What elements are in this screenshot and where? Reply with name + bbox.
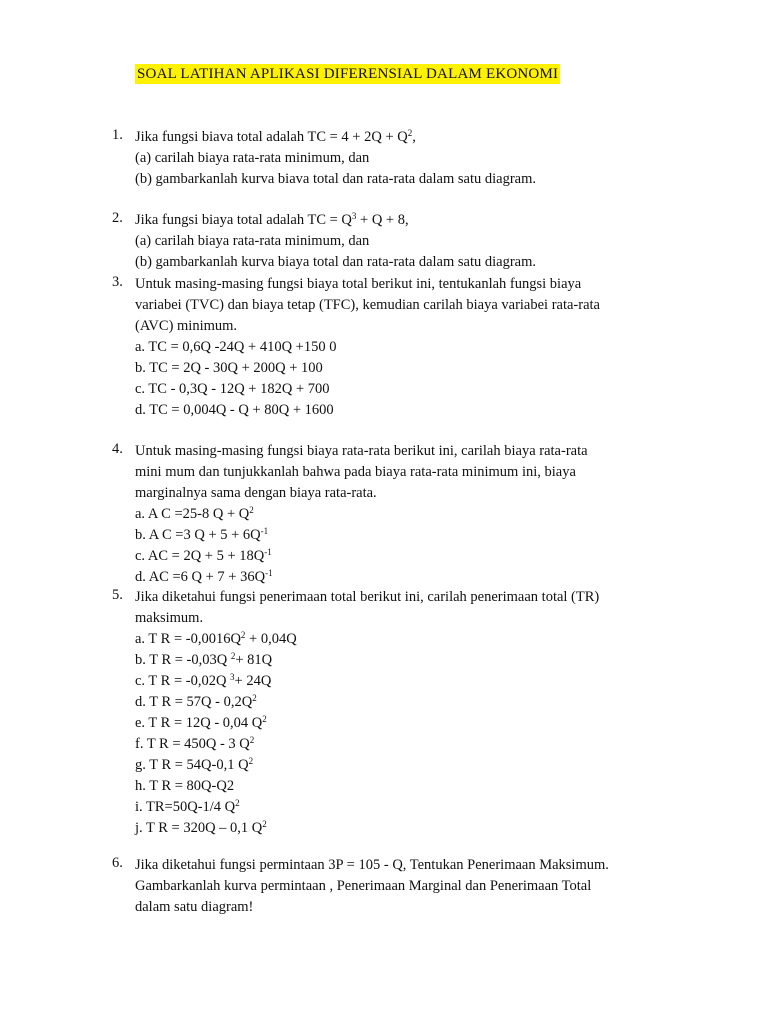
question-line bbox=[135, 587, 712, 608]
line-text: g. T R = 54Q-0,1 Q bbox=[135, 757, 249, 773]
question-1 bbox=[112, 127, 712, 190]
line-text: (b) gambarkanlah kurva biava total dan rata-rata dalam satu diagram. bbox=[135, 171, 536, 187]
line-text: j. T R = 320Q – 0,1 Q bbox=[135, 820, 263, 836]
question-body bbox=[135, 441, 712, 588]
line-text: a. TC = 0,6Q -24Q + 410Q +150 0 bbox=[135, 339, 337, 355]
superscript-exponent: 2 bbox=[249, 505, 254, 515]
question-number: 2. bbox=[112, 210, 123, 226]
question-line bbox=[135, 358, 712, 379]
question-line bbox=[135, 546, 712, 567]
question-line bbox=[135, 295, 712, 316]
question-line bbox=[135, 876, 712, 897]
line-text: f. T R = 450Q - 3 Q bbox=[135, 736, 250, 752]
question-line bbox=[135, 379, 712, 400]
question-line bbox=[135, 713, 712, 734]
line-text: c. T R = -0,02Q bbox=[135, 673, 231, 689]
line-text: i. TR=50Q-1/4 Q bbox=[135, 799, 236, 815]
question-number: 5. bbox=[112, 587, 123, 603]
line-text: a. A C =25-8 Q + Q bbox=[135, 506, 250, 522]
superscript-exponent: 3 bbox=[230, 672, 235, 682]
question-line bbox=[135, 148, 712, 169]
question-line bbox=[135, 671, 712, 692]
question-line bbox=[135, 776, 712, 797]
question-line bbox=[135, 231, 712, 252]
line-text: c. AC = 2Q + 5 + 18Q bbox=[135, 548, 265, 564]
question-3 bbox=[112, 274, 712, 421]
question-4 bbox=[112, 441, 712, 588]
line-text: d. T R = 57Q - 0,2Q bbox=[135, 694, 253, 710]
line-text: b. T R = -0,03Q bbox=[135, 652, 231, 668]
superscript-exponent: 2 bbox=[248, 756, 254, 766]
question-line bbox=[135, 462, 712, 483]
question-line bbox=[135, 504, 712, 525]
line-text: Jika diketahui fungsi permintaan 3P = 105 - Q, Tentukan Penerimaan Maksimum. bbox=[135, 857, 609, 873]
line-text: Untuk masing-masing fungsi biaya total berikut ini, tentukanlah fungsi biaya bbox=[135, 276, 582, 292]
question-line bbox=[135, 441, 712, 462]
question-line bbox=[135, 650, 712, 671]
question-line bbox=[135, 337, 712, 358]
question-line bbox=[135, 274, 712, 295]
line-text-after-exponent: + Q + 8, bbox=[356, 212, 409, 228]
line-text: d. AC =6 Q + 7 + 36Q bbox=[135, 569, 266, 585]
superscript-exponent: 2 bbox=[240, 630, 246, 640]
line-text: h. T R = 80Q-Q2 bbox=[135, 778, 235, 794]
line-text: b. TC = 2Q - 30Q + 200Q + 100 bbox=[135, 360, 323, 376]
line-text: (AVC) minimum. bbox=[135, 318, 238, 334]
question-line bbox=[135, 127, 712, 148]
question-line bbox=[135, 210, 712, 231]
question-line bbox=[135, 897, 712, 918]
line-text: Gambarkanlah kurva permintaan , Penerimaan Marginal dan Penerimaan Total bbox=[135, 878, 592, 894]
line-text: Untuk masing-masing fungsi biaya rata-rata berikut ini, carilah biaya rata-rata bbox=[135, 443, 588, 459]
question-number: 3. bbox=[112, 274, 123, 290]
line-text-after-exponent: + 24Q bbox=[234, 673, 272, 689]
question-line bbox=[135, 755, 712, 776]
question-line bbox=[135, 855, 712, 876]
line-text: (a) carilah biaya rata-rata minimum, dan bbox=[135, 150, 370, 166]
line-text: marginalnya sama dengan biaya rata-rata. bbox=[135, 485, 377, 501]
question-line bbox=[135, 734, 712, 755]
question-body bbox=[135, 855, 712, 918]
line-text: mini mum dan tunjukkanlah bahwa pada biaya rata-rata minimum ini, biaya bbox=[135, 464, 576, 480]
question-line bbox=[135, 692, 712, 713]
line-text: Jika diketahui fungsi penerimaan total berikut ini, carilah penerimaan total (TR) bbox=[135, 589, 600, 605]
question-5 bbox=[112, 587, 712, 839]
document-title: SOAL LATIHAN APLIKASI DIFERENSIAL DALAM EKONOMI bbox=[137, 66, 559, 82]
question-number: 1. bbox=[112, 127, 123, 143]
superscript-exponent: -1 bbox=[264, 547, 272, 557]
superscript-exponent: -1 bbox=[260, 526, 269, 536]
superscript-exponent: 2 bbox=[252, 693, 257, 703]
question-line bbox=[135, 608, 712, 629]
question-line bbox=[135, 483, 712, 504]
question-line bbox=[135, 169, 712, 190]
question-line bbox=[135, 818, 712, 839]
line-text: variabei (TVC) dan biaya tetap (TFC), kemudian carilah biaya variabei rata-rata bbox=[135, 297, 600, 313]
question-line bbox=[135, 525, 712, 546]
question-line bbox=[135, 316, 712, 337]
superscript-exponent: 2 bbox=[230, 651, 236, 661]
line-text: d. TC = 0,004Q - Q + 80Q + 1600 bbox=[135, 402, 334, 418]
line-text-after-exponent: , bbox=[412, 129, 416, 145]
question-line bbox=[135, 797, 712, 818]
question-6 bbox=[112, 855, 712, 918]
question-line bbox=[135, 567, 712, 588]
line-text: maksimum. bbox=[135, 610, 204, 626]
superscript-exponent: 2 bbox=[249, 735, 255, 745]
question-body bbox=[135, 127, 712, 190]
line-text-after-exponent: + 81Q bbox=[235, 652, 273, 668]
question-body bbox=[135, 274, 712, 421]
question-2 bbox=[112, 210, 712, 273]
line-text: Jika fungsi biava total adalah TC = 4 + 2Q + Q bbox=[135, 129, 408, 145]
question-body bbox=[135, 210, 712, 273]
question-line bbox=[135, 400, 712, 421]
line-text: c. TC - 0,3Q - 12Q + 182Q + 700 bbox=[135, 381, 330, 397]
superscript-exponent: 2 bbox=[235, 798, 240, 808]
line-text: e. T R = 12Q - 0,04 Q bbox=[135, 715, 263, 731]
line-text: (a) carilah biaya rata-rata minimum, dan bbox=[135, 233, 370, 249]
superscript-exponent: 2 bbox=[407, 128, 413, 138]
superscript-exponent: -1 bbox=[265, 568, 273, 578]
line-text: (b) gambarkanlah kurva biaya total dan rata-rata dalam satu diagram. bbox=[135, 254, 536, 270]
question-line bbox=[135, 629, 712, 650]
line-text: b. A C =3 Q + 5 + 6Q bbox=[135, 527, 261, 543]
line-text-after-exponent: + 0,04Q bbox=[245, 631, 297, 647]
superscript-exponent: 2 bbox=[262, 714, 267, 724]
question-number: 6. bbox=[112, 855, 123, 871]
question-number: 4. bbox=[112, 441, 123, 457]
line-text: Jika fungsi biaya total adalah TC = Q bbox=[135, 212, 352, 228]
superscript-exponent: 2 bbox=[262, 819, 267, 829]
line-text: a. T R = -0,0016Q bbox=[135, 631, 241, 647]
line-text: dalam satu diagram! bbox=[135, 899, 254, 915]
question-body bbox=[135, 587, 712, 839]
superscript-exponent: 3 bbox=[351, 211, 357, 221]
question-line bbox=[135, 252, 712, 273]
